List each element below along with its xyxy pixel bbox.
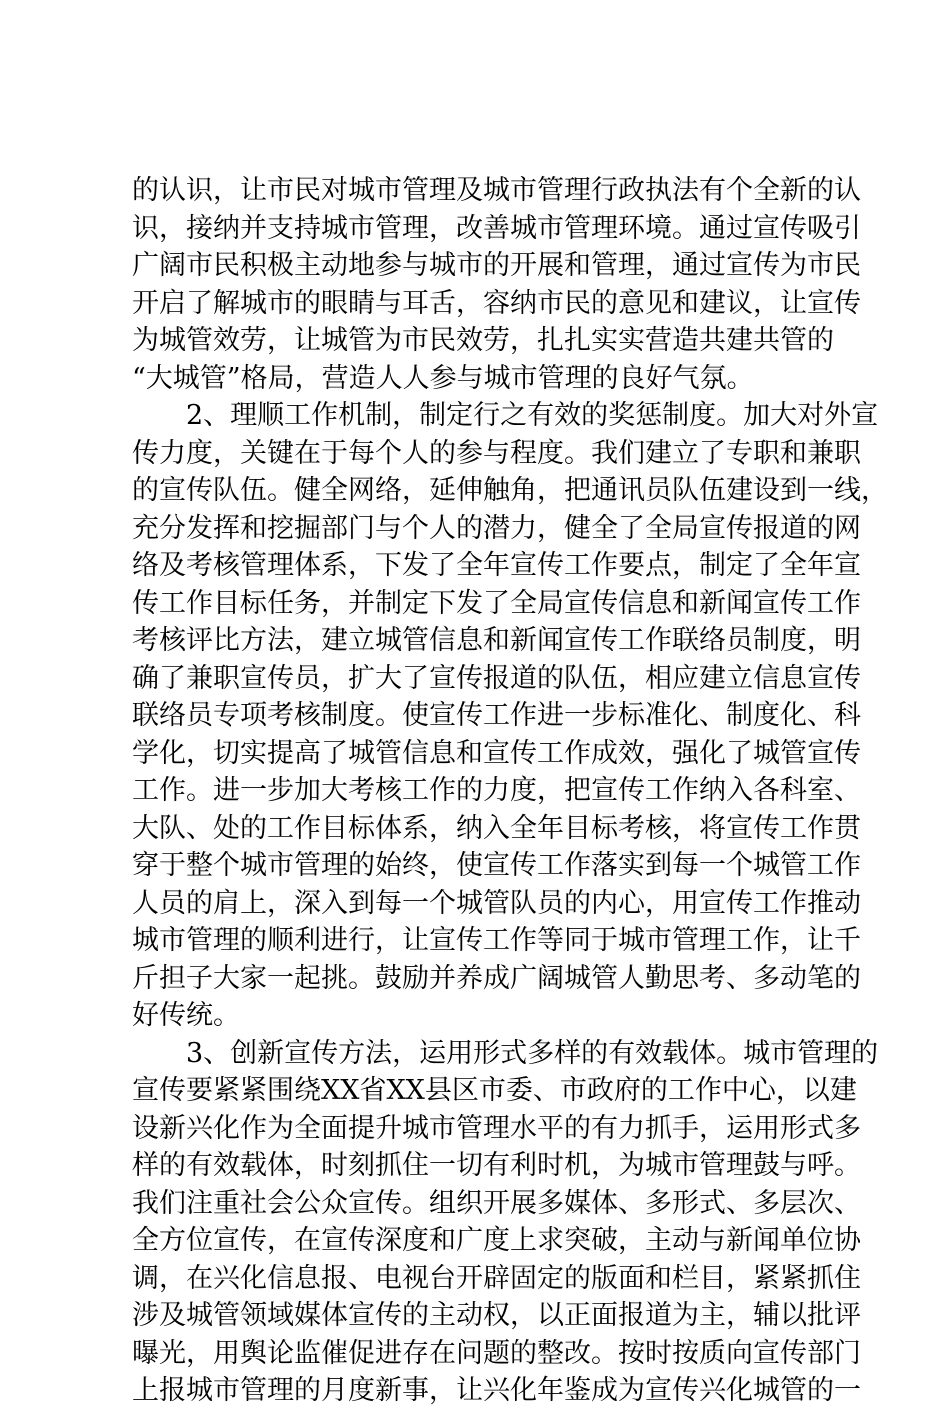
text-line: 好传统。	[132, 1000, 240, 1031]
body-text	[132, 172, 888, 1410]
text-line: 3、创新宣传方法，运用形式多样的有效载体。城市管理的	[132, 1037, 879, 1069]
text-line: 设新兴化作为全面提升城市管理水平的有力抓手，运用形式多	[132, 1112, 861, 1144]
text-line: 络及考核管理体系，下发了全年宣传工作要点，制定了全年宣	[132, 550, 861, 581]
text-line: 传工作目标任务，并制定下发了全局宣传信息和新闻宣传工作	[132, 587, 861, 619]
text-line: 识，接纳并支持城市管理，改善城市管理环境。通过宣传吸引	[132, 212, 861, 244]
text-line: 的认识，让市民对城市管理及城市管理行政执法有个全新的认	[132, 175, 861, 206]
text-line: 上报城市管理的月度新事，让兴化年鉴成为宣传兴化城管的一	[132, 1375, 861, 1406]
text-line: 确了兼职宣传员，扩大了宣传报道的队伍，相应建立信息宣传	[132, 662, 861, 694]
text-line: 全方位宣传，在宣传深度和广度上求突破，主动与新闻单位协	[132, 1225, 861, 1256]
text-line: 考核评比方法，建立城管信息和新闻宣传工作联络员制度，明	[132, 625, 861, 656]
text-line: 斤担子大家一起挑。鼓励并养成广阔城管人勤思考、多动笔的	[132, 962, 861, 994]
text-line: 我们注重社会公众宣传。组织开展多媒体、多形式、多层次、	[132, 1187, 861, 1219]
text-line: 人员的肩上，深入到每一个城管队员的内心，用宣传工作推动	[132, 887, 861, 919]
text-line: 开启了解城市的眼睛与耳舌，容纳市民的意见和建议，让宣传	[132, 287, 861, 319]
text-line: 为城管效劳，让城管为市民效劳，扎扎实实营造共建共管的	[132, 325, 834, 356]
text-line: 穿于整个城市管理的始终，使宣传工作落实到每一个城管工作	[132, 850, 861, 881]
text-line: 工作。进一步加大考核工作的力度，把宣传工作纳入各科室、	[132, 775, 861, 806]
text-line: 充分发挥和挖掘部门与个人的潜力，健全了全局宣传报道的网	[132, 512, 861, 544]
text-line: 曝光，用舆论监催促进存在问题的整改。按时按质向宣传部门	[132, 1337, 861, 1369]
text-line: 传力度，关键在于每个人的参与程度。我们建立了专职和兼职	[132, 437, 861, 469]
text-line: 宣传要紧紧围绕XX省XX县区市委、市政府的工作中心，以建	[132, 1075, 857, 1106]
text-line: 涉及城管领域媒体宣传的主动权，以正面报道为主，辅以批评	[132, 1300, 861, 1331]
text-line: 的宣传队伍。健全网络，延伸触角，把通讯员队伍建设到一线，	[132, 475, 888, 506]
text-line: 联络员专项考核制度。使宣传工作进一步标准化、制度化、科	[132, 700, 861, 731]
text-line: 广阔市民积极主动地参与城市的开展和管理，通过宣传为市民	[132, 250, 861, 281]
text-line: 样的有效载体，时刻抓住一切有利时机，为城市管理鼓与呼。	[132, 1150, 861, 1181]
text-line: 大队、处的工作目标体系，纳入全年目标考核，将宣传工作贯	[132, 812, 861, 844]
text-line: 调，在兴化信息报、电视台开辟固定的版面和栏目，紧紧抓住	[132, 1262, 861, 1294]
text-line: 学化，切实提高了城管信息和宣传工作成效，强化了城管宣传	[132, 737, 861, 769]
text-line: 2、理顺工作机制，制定行之有效的奖惩制度。加大对外宣	[132, 400, 879, 431]
text-line: “大城管”格局，营造人人参与城市管理的良好气氛。	[132, 362, 754, 394]
text-line: 城市管理的顺利进行，让宣传工作等同于城市管理工作，让千	[132, 925, 861, 956]
